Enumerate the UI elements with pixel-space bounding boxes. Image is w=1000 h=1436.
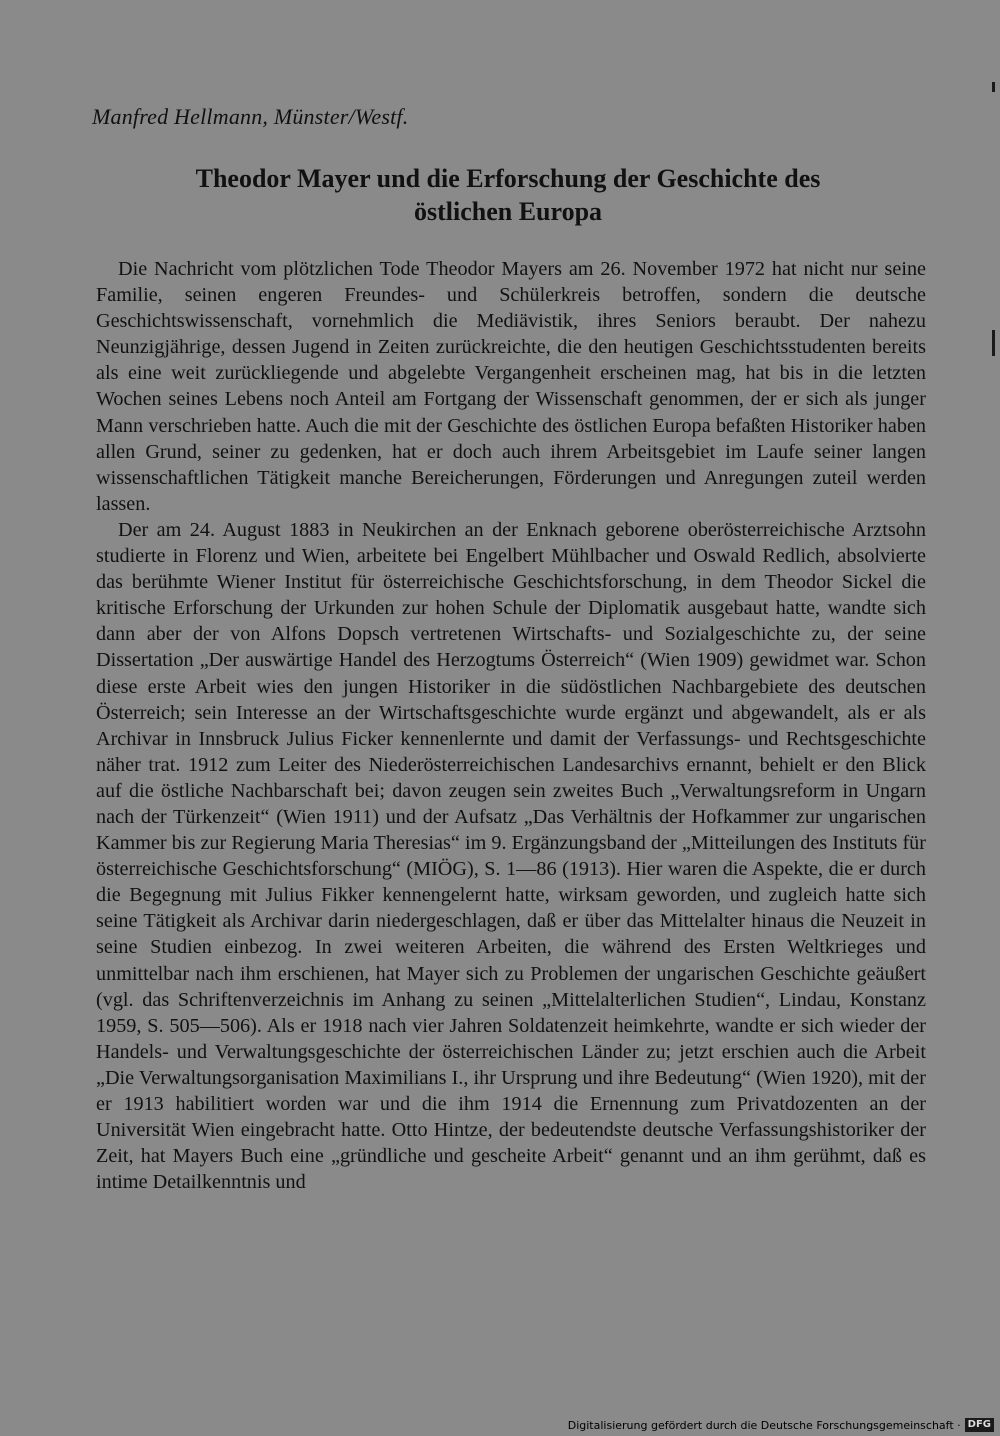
title-line-1: Theodor Mayer und die Erforschung der Geschichte des	[195, 164, 821, 193]
author-line: Manfred Hellmann, Münster/Westf.	[92, 104, 409, 129]
funding-note: Digitalisierung gefördert durch die Deutsche Forschungsgemeinschaft ·	[567, 1418, 961, 1432]
article-body	[96, 256, 926, 1195]
title-line-2: östlichen Europa	[413, 197, 603, 226]
paragraph-1: Die Nachricht vom plötzlichen Tode Theodor Mayers am 26. November 1972 hat nicht nur seine Familie, seinen engeren Freundes- und Schülerkreis betroffen, sondern die deutsche Geschichtswissenschaft, vornehmlich die Mediävistik, ihres Seniors beraubt. Der nahezu Neunzigjährige, dessen Jugend in Zeiten zurückreichte, die den heutigen Geschichtsstudenten bereits als eine weit zurückliegende und abgelebte Vergangenheit erscheinen mag, hat bis in die letzten Wochen seines Lebens noch Anteil am Fortgang der Wissenschaft genommen, der er sich als junger Mann verschrieben hatte. Auch die mit der Geschichte des östlichen Europa befaßten Historiker haben allen Grund, seiner zu gedenken, hat er doch auch ihrem Arbeitsgebiet im Laufe seiner langen wissenschaftlichen Tätigkeit manche Bereicherungen, Förderungen und Anregungen zuteil werden lassen.	[96, 258, 926, 515]
article-title	[100, 162, 916, 228]
funding-footer	[568, 1418, 994, 1432]
paragraph-2: Der am 24. August 1883 in Neukirchen an der Enknach geborene oberösterreichische Arztsohn studierte in Florenz und Wien, arbeitete bei Engelbert Mühlbacher und Oswald Redlich, absolvierte das berühmte Wiener Institut für österreichische Geschichtsforschung, in dem Theodor Sickel die kritische Erforschung der Urkunden zur hohen Schule der Diplomatik ausgebaut hatte, wandte sich dann aber der von Alfons Dopsch vertretenen Wirtschafts- und Sozialgeschichte zu, der seine Dissertation „Der auswärtige Handel des Herzogtums Österreich“ (Wien 1909) gewidmet war. Schon diese erste Arbeit wies den jungen Historiker in die südöstlichen Nachbargebiete des deutschen Österreich; sein Interesse an der Wirtschaftsgeschichte wurde ergänzt und abgewandelt, als er als Archivar in Innsbruck Julius Ficker kennenlernte und damit der Verfassungs- und Rechtsgeschichte näher trat. 1912 zum Leiter des Niederösterreichischen Landesarchivs ernannt, behielt er den Blick auf die östliche Nachbarschaft bei; davon zeugen sein zweites Buch „Verwaltungsreform in Ungarn nach der Türkenzeit“ (Wien 1911) und der Aufsatz „Das Verhältnis der Hofkammer zur ungarischen Kammer bis zur Regierung Maria Theresias“ im 9. Ergänzungsband der „Mitteilungen des Instituts für österreichische Geschichtsforschung“ (MIÖG), S. 1—86 (1913). Hier waren die Aspekte, die er durch die Begegnung mit Julius Fikker kennengelernt hatte, wirksam geworden, und zugleich hatte sich seine Tätigkeit als Archivar darin niedergeschlagen, daß er über das Mittelalter hinaus die Neuzeit in seine Studien einbezog. In zwei weiteren Arbeiten, die während des Ersten Weltkrieges und unmittelbar nach ihm erschienen, hat Mayer sich zu Problemen der ungarischen Geschichte geäußert (vgl. das Schriftenverzeichnis im Anhang zu seinen „Mittelalterlichen Studien“, Lindau, Konstanz 1959, S. 505—506). Als er 1918 nach vier Jahren Soldatenzeit heimkehrte, wandte er sich wieder der Handels- und Verwaltungsgeschichte der österreichischen Länder zu; jetzt erschien auch die Arbeit „Die Verwaltungsorganisation Maximilians I., ihr Ursprung und ihre Bedeutung“ (Wien 1920), mit der er 1913 habilitiert worden war und die ihm 1914 die Ernennung zum Privatdozenten an der Universität Wien eingebracht hatte. Otto Hintze, der bedeutendste deutsche Verfassungshistoriker der Zeit, hat Mayers Buch eine „gründliche und gescheite Arbeit“ genannt und an ihm gerühmt, daß es intime Detailkenntnis und	[96, 518, 926, 1194]
scan-edge-mark	[992, 330, 995, 356]
scan-edge-mark	[992, 82, 995, 92]
dfg-logo: DFG	[965, 1418, 994, 1432]
